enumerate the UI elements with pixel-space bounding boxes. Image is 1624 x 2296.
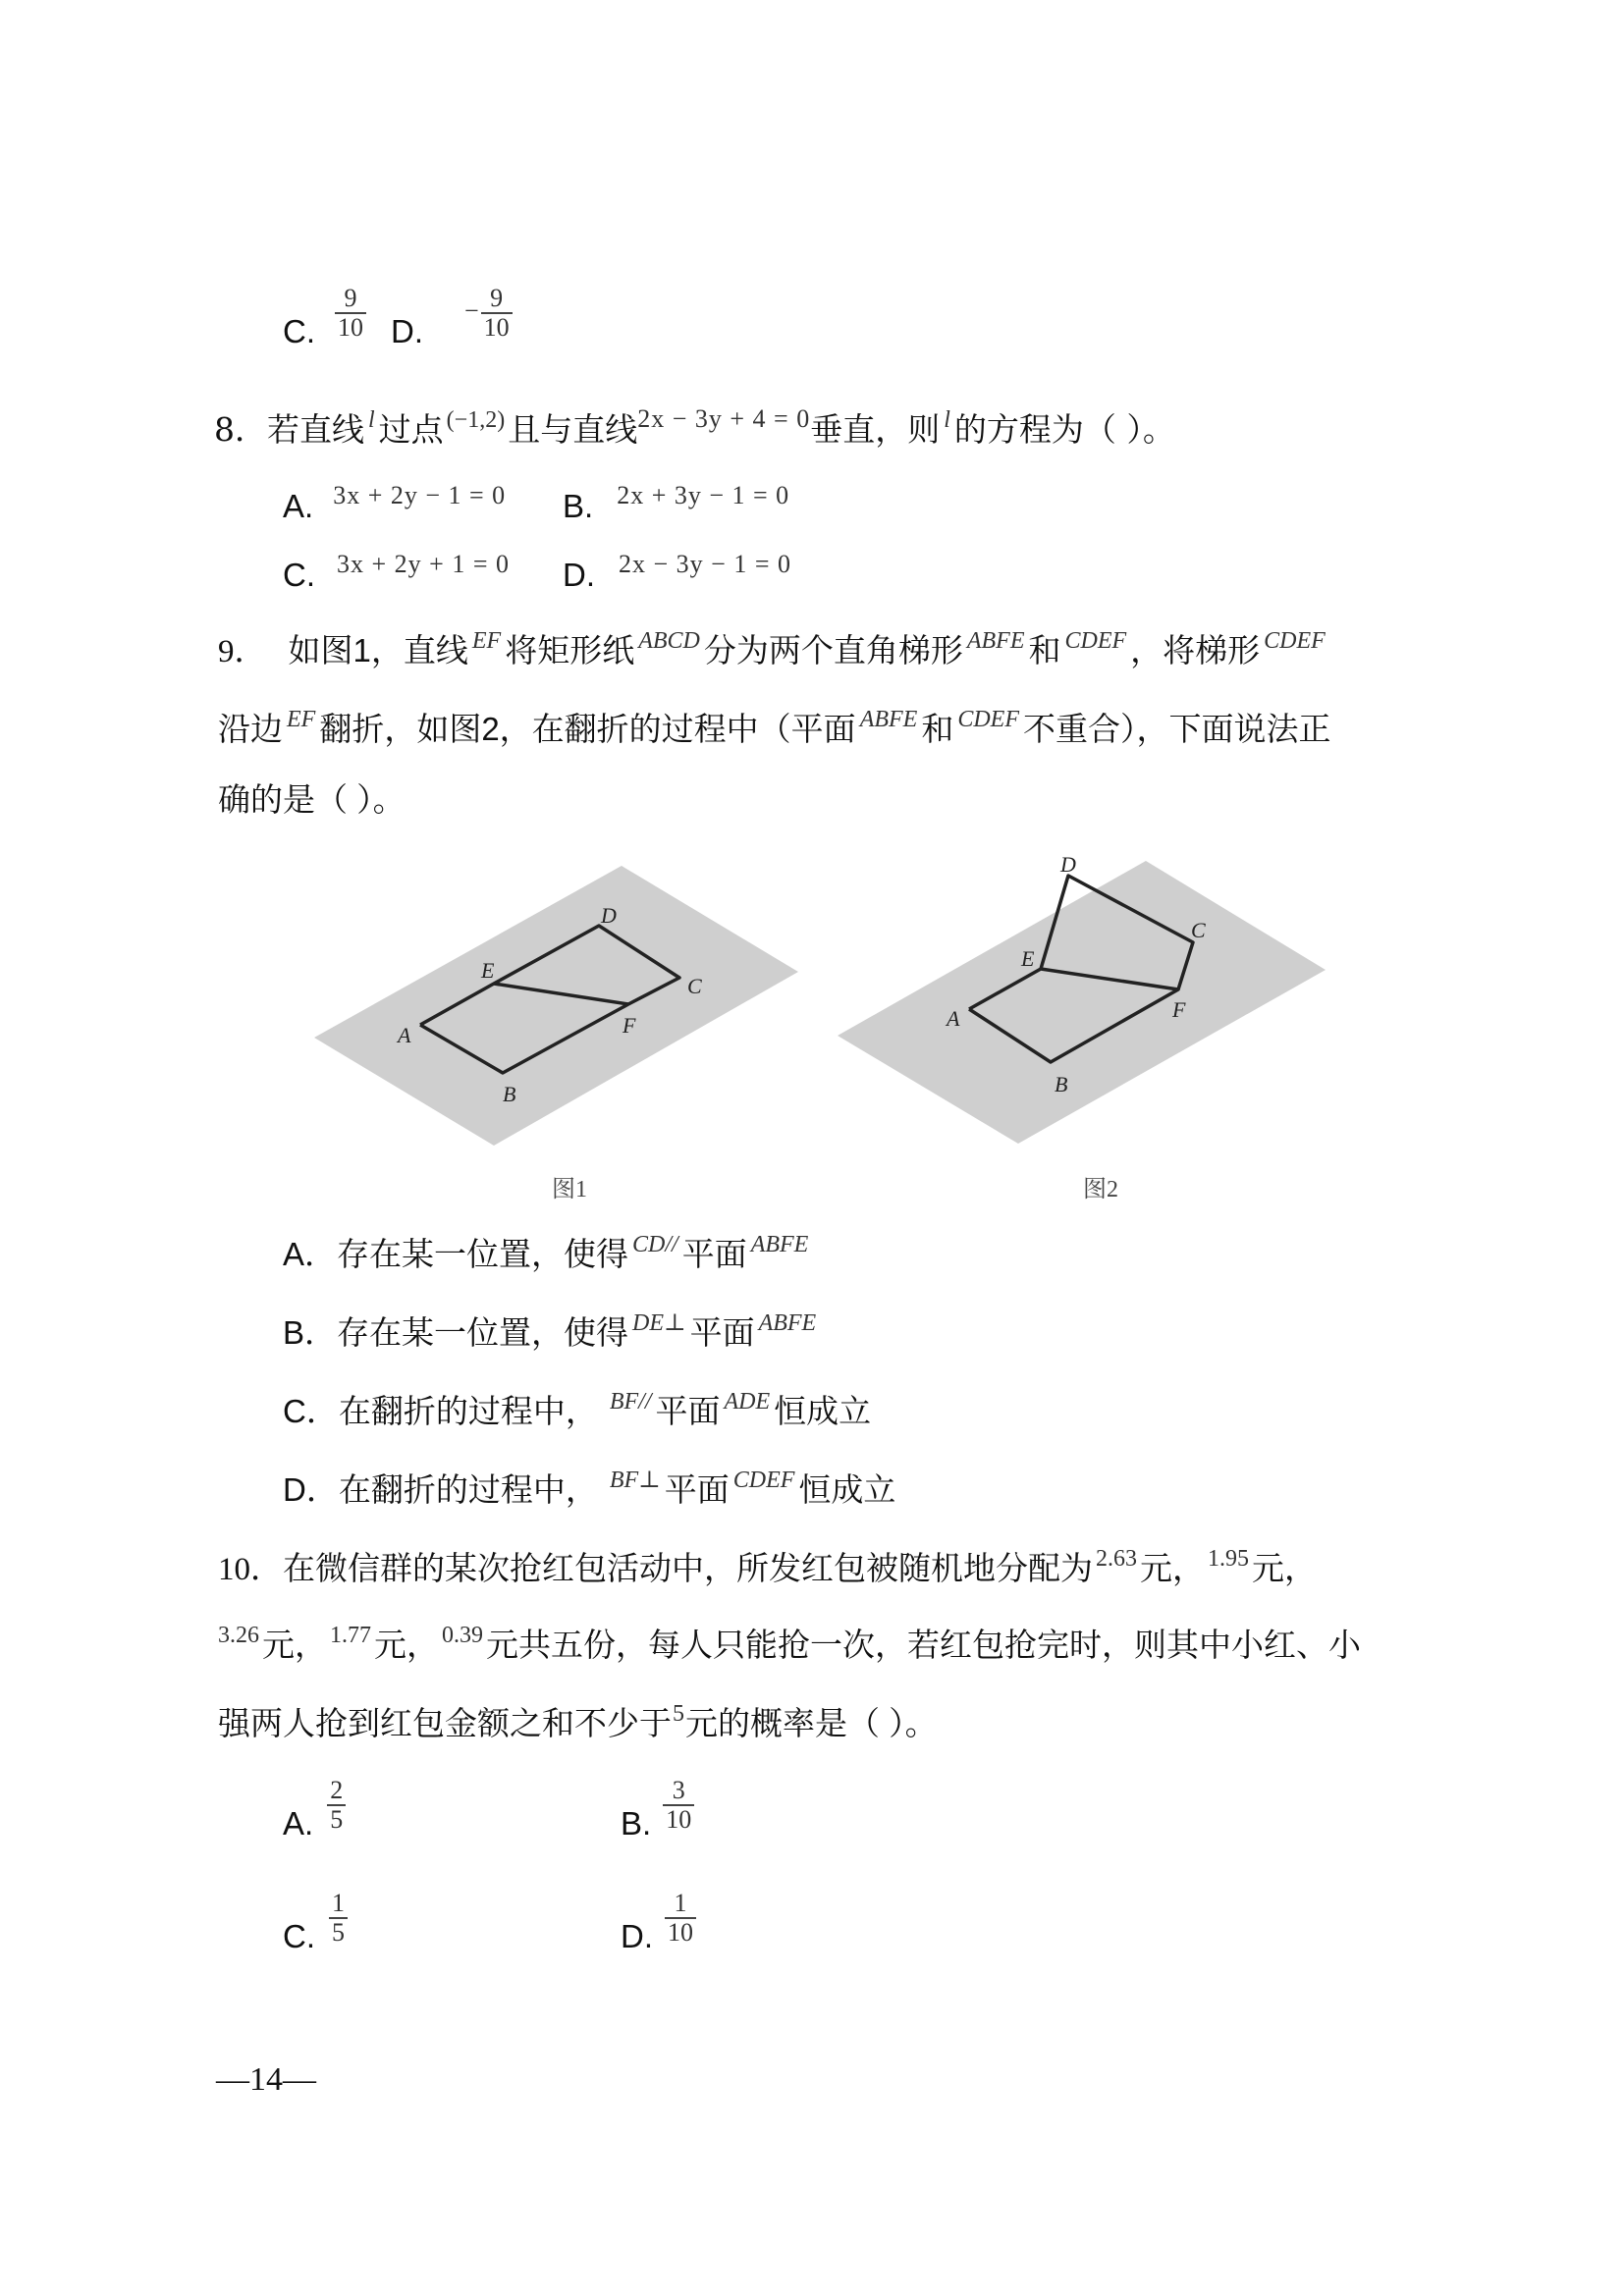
- figure-caption: 图1: [552, 1177, 587, 1202]
- math-plane: CDEF: [957, 707, 1019, 732]
- point-label-b: B: [1055, 1072, 1068, 1096]
- q9-option-b: [283, 1310, 820, 1357]
- option-label: D.: [621, 1918, 653, 1954]
- q7-option-d: [391, 284, 513, 351]
- q10-option-c: [283, 1889, 348, 1956]
- option-label: B.: [563, 488, 594, 524]
- numerator: 9: [481, 285, 513, 314]
- option-equation: 2x + 3y − 1 = 0: [617, 481, 790, 509]
- stem-text: 翻折，如图2，在翻折的过程中（平面: [319, 711, 856, 747]
- denominator: 5: [330, 1805, 344, 1834]
- fraction: [335, 285, 366, 342]
- stem-text: 和: [1028, 632, 1061, 668]
- numerator: 2: [327, 1777, 346, 1806]
- option-text: 平面: [689, 1314, 755, 1351]
- point-label-d: D: [1060, 852, 1076, 877]
- q9-option-c: [283, 1389, 872, 1435]
- point-label-a: A: [947, 1006, 960, 1031]
- math-segment: EF: [471, 628, 502, 654]
- point-label-c: C: [687, 974, 702, 998]
- question-9-line-1: [218, 628, 1329, 674]
- math-trapezoid: CDEF: [1064, 628, 1127, 654]
- q9-option-a: [283, 1232, 812, 1278]
- q10-option-a: [283, 1776, 346, 1843]
- q8-option-d: [563, 550, 791, 595]
- numerator: 1: [665, 1890, 696, 1919]
- point-label-a: A: [398, 1023, 411, 1047]
- stem-text: 元，: [1140, 1550, 1205, 1586]
- question-10-line-2: [218, 1623, 1361, 1669]
- math-plane: ABFE: [859, 707, 918, 732]
- stem-text: 元，: [374, 1627, 439, 1663]
- stem-text: 沿边: [218, 711, 283, 747]
- math-equation: 2x − 3y + 4 = 0: [637, 404, 811, 433]
- stem-text: 确的是（ ）。: [218, 781, 406, 818]
- option-label: A．: [283, 1236, 338, 1272]
- q8-option-c: [283, 550, 510, 595]
- option-text: 平面: [664, 1471, 730, 1508]
- amount-value: 2.63: [1096, 1546, 1137, 1572]
- math-var: l: [368, 407, 375, 433]
- math-plane: ADE: [724, 1389, 771, 1415]
- math-var: l: [944, 407, 950, 433]
- stem-text: 过点: [378, 410, 444, 449]
- fraction: [665, 1890, 696, 1947]
- figure-2: [835, 844, 1345, 1217]
- fraction: [327, 1777, 346, 1834]
- amount-value: 5: [673, 1701, 684, 1727]
- plane: [838, 861, 1326, 1144]
- option-label: C.: [283, 557, 315, 593]
- point-label-e: E: [481, 958, 495, 983]
- question-9-line-2: [218, 707, 1331, 753]
- math-relation: BF⊥: [609, 1468, 661, 1493]
- math-relation: CD//: [632, 1232, 678, 1257]
- denominator: 10: [338, 313, 363, 342]
- option-text: 存在某一位置，使得: [337, 1314, 629, 1351]
- fraction: [329, 1890, 348, 1947]
- plane: [314, 866, 798, 1146]
- stem-text: 若直线: [267, 410, 364, 449]
- option-label: C．: [283, 1393, 339, 1429]
- option-label: C.: [283, 313, 315, 349]
- stem-text: 且与直线: [508, 410, 638, 449]
- stem-text: 不重合），下面说法正: [1023, 711, 1331, 747]
- amount-value: 3.26: [218, 1623, 259, 1648]
- stem-text: 垂直，则: [810, 410, 941, 449]
- stem-text: 在微信群的某次抢红包活动中，所发红包被随机地分配为: [283, 1550, 1093, 1586]
- option-label: A.: [283, 1805, 314, 1842]
- math-plane: CDEF: [732, 1468, 795, 1493]
- option-label: D．: [283, 1471, 339, 1508]
- stem-text: ，将梯形: [1130, 632, 1261, 668]
- option-label: D.: [391, 313, 423, 349]
- option-text: 恒成立: [774, 1393, 872, 1429]
- point-label-f: F: [623, 1013, 636, 1038]
- fraction: [663, 1777, 694, 1834]
- denominator: 10: [666, 1805, 692, 1834]
- stem-text: 元共五份，每人只能抢一次，若红包抢完时，则其中小红、小: [486, 1627, 1361, 1663]
- denominator: 10: [668, 1918, 693, 1947]
- option-label: B.: [621, 1805, 652, 1842]
- option-label: A.: [283, 488, 314, 524]
- question-number: 8．: [214, 410, 267, 449]
- math-plane: ABFE: [758, 1310, 817, 1336]
- q8-option-b: [563, 481, 790, 526]
- point-label-d: D: [601, 903, 617, 928]
- stem-text: 分为两个直角梯形: [703, 632, 963, 668]
- math-segment: EF: [287, 707, 316, 732]
- numerator: 1: [329, 1890, 348, 1919]
- option-equation: 3x + 2y + 1 = 0: [337, 550, 510, 578]
- amount-value: 1.95: [1208, 1546, 1249, 1572]
- stem-text: 强两人抢到红包金额之和不少于: [218, 1705, 672, 1741]
- amount-value: 0.39: [442, 1623, 483, 1648]
- question-9-line-3: [218, 780, 406, 820]
- figure-caption: 图2: [1083, 1177, 1118, 1202]
- q10-option-b: [621, 1776, 694, 1843]
- stem-text: 元的概率是（ ）。: [685, 1705, 938, 1741]
- question-number: 9．: [218, 634, 267, 669]
- question-8-stem: [214, 404, 1175, 454]
- point-label-b: B: [503, 1082, 516, 1106]
- math-relation: BF//: [609, 1389, 652, 1415]
- point-label-e: E: [1021, 946, 1035, 971]
- q9-option-d: [283, 1470, 895, 1514]
- question-10-line-1: [218, 1546, 1317, 1592]
- option-label: C.: [283, 1918, 315, 1954]
- option-text: 平面: [655, 1393, 721, 1429]
- option-text: 在翻折的过程中，: [338, 1471, 598, 1508]
- figure-1: [295, 844, 825, 1217]
- option-equation: 3x + 2y − 1 = 0: [333, 481, 507, 509]
- stem-text: 和: [921, 711, 954, 747]
- amount-value: 1.77: [330, 1623, 371, 1648]
- q10-option-d: [621, 1889, 696, 1956]
- math-point: (−1,2): [446, 407, 506, 433]
- option-text: 恒成立: [798, 1471, 896, 1508]
- option-label: B．: [283, 1314, 338, 1351]
- math-trapezoid: ABFE: [966, 628, 1025, 654]
- math-relation: DE⊥: [632, 1310, 686, 1336]
- math-rect: ABCD: [638, 628, 700, 654]
- numerator: 9: [335, 285, 366, 314]
- question-10-line-3: [218, 1701, 938, 1747]
- option-label: D.: [563, 557, 595, 593]
- denominator: 5: [332, 1918, 345, 1947]
- fraction: [481, 285, 513, 342]
- option-text: 在翻折的过程中，: [338, 1393, 598, 1429]
- math-trapezoid: CDEF: [1264, 628, 1326, 654]
- minus-sign: −: [464, 296, 479, 325]
- option-text: 平面: [681, 1236, 747, 1272]
- q8-option-a: [283, 481, 507, 526]
- stem-text: 元，: [262, 1627, 327, 1663]
- stem-text: 如图1，直线: [288, 632, 468, 668]
- stem-text: 将矩形纸: [505, 632, 635, 668]
- page-number: —14—: [216, 2061, 316, 2098]
- stem-text: 的方程为（ ）。: [953, 410, 1175, 449]
- question-number: 10．: [218, 1552, 283, 1587]
- point-label-c: C: [1191, 918, 1206, 942]
- option-equation: 2x − 3y − 1 = 0: [619, 550, 791, 578]
- math-plane: ABFE: [750, 1232, 809, 1257]
- stem-text: 元，: [1252, 1550, 1317, 1586]
- point-label-f: F: [1172, 997, 1186, 1022]
- numerator: 3: [663, 1777, 694, 1806]
- denominator: 10: [483, 313, 510, 342]
- option-text: 存在某一位置，使得: [337, 1236, 629, 1272]
- q7-option-c: [283, 284, 366, 351]
